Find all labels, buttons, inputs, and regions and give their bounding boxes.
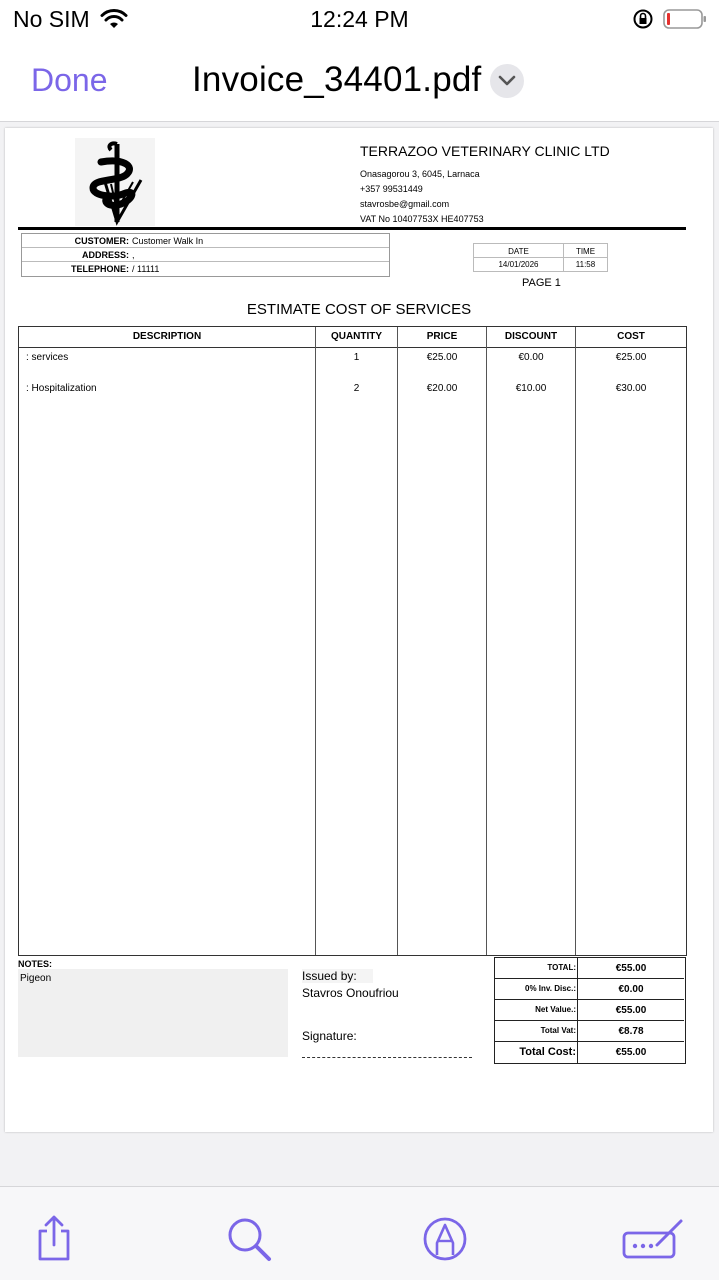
time-value: 11:58 xyxy=(575,260,596,269)
address-row xyxy=(22,248,389,262)
caduceus-icon xyxy=(83,140,147,226)
total-vat-value: €8.78 xyxy=(618,1026,644,1037)
clinic-address: Onasagorou 3, 6045, Larnaca xyxy=(360,169,480,179)
header-cost: COST xyxy=(617,331,645,342)
bottom-toolbar xyxy=(0,1186,719,1280)
date-time-box xyxy=(473,243,608,272)
customer-label: CUSTOMER: xyxy=(74,236,129,246)
document-title[interactable]: Invoice_34401.pdf xyxy=(192,60,482,99)
pdf-page[interactable] xyxy=(5,128,713,1132)
totals-table xyxy=(494,957,686,1064)
nav-bar xyxy=(0,40,719,122)
date-value: 14/01/2026 xyxy=(498,260,539,269)
totals-row xyxy=(495,979,684,1000)
totals-row xyxy=(495,1021,684,1042)
header-quantity: QUANTITY xyxy=(330,331,383,342)
net-value-label: Net Value.: xyxy=(535,1005,576,1014)
total-cost-value: €55.00 xyxy=(615,1047,647,1058)
done-button[interactable]: Done xyxy=(31,62,108,98)
discount-value: €0.00 xyxy=(618,984,644,995)
signature-label: Signature: xyxy=(302,1029,357,1043)
issued-by-name: Stavros Onoufriou xyxy=(302,986,399,1000)
row-cost: €25.00 xyxy=(615,352,647,363)
header-discount: DISCOUNT xyxy=(504,331,558,342)
row-quantity: 2 xyxy=(353,383,360,394)
totals-row xyxy=(495,1042,684,1063)
customer-value: Customer Walk In xyxy=(132,236,204,246)
notes-box xyxy=(18,969,288,1057)
time-label: TIME xyxy=(575,247,596,256)
status-time: 12:24 PM xyxy=(310,6,409,32)
telephone-value: / 11111 xyxy=(132,264,160,274)
share-icon[interactable] xyxy=(30,1215,78,1263)
clinic-vat: VAT No 10407753X HE407753 xyxy=(360,214,484,224)
total-vat-label: Total Vat: xyxy=(540,1026,576,1035)
battery-icon xyxy=(663,8,707,30)
telephone-label: TELEPHONE: xyxy=(70,264,129,274)
estimate-title: ESTIMATE COST OF SERVICES xyxy=(246,301,472,318)
discount-label: 0% Inv. Disc.: xyxy=(525,984,576,993)
veterinary-logo xyxy=(75,138,155,226)
total-value: €55.00 xyxy=(615,963,647,974)
signature-icon[interactable] xyxy=(621,1215,685,1263)
page-number: PAGE 1 xyxy=(522,277,561,289)
total-label: TOTAL: xyxy=(547,963,576,972)
rotation-lock-icon xyxy=(632,8,654,30)
services-table xyxy=(18,326,687,956)
address-label: ADDRESS: xyxy=(81,250,129,260)
header-divider xyxy=(18,227,686,230)
notes-value: Pigeon xyxy=(20,973,52,984)
row-discount: €10.00 xyxy=(515,383,547,394)
net-value-value: €55.00 xyxy=(615,1005,647,1016)
row-price: €25.00 xyxy=(426,352,458,363)
row-description: : Hospitalization xyxy=(26,383,97,394)
table-header xyxy=(19,327,686,348)
customer-row xyxy=(22,234,389,248)
row-cost: €30.00 xyxy=(615,383,647,394)
header-price: PRICE xyxy=(426,331,458,342)
chevron-down-icon xyxy=(498,74,516,88)
row-quantity: 1 xyxy=(353,352,360,363)
customer-info xyxy=(21,233,390,277)
notes-label: NOTES: xyxy=(18,959,53,969)
signature-line xyxy=(302,1057,472,1058)
date-label: DATE xyxy=(508,247,529,256)
carrier-label: No SIM xyxy=(13,6,90,32)
address-value: , xyxy=(132,250,135,260)
total-cost-label: Total Cost: xyxy=(519,1046,576,1058)
row-description: : services xyxy=(26,352,69,363)
row-price: €20.00 xyxy=(426,383,458,394)
header-description: DESCRIPTION xyxy=(132,331,202,342)
title-menu-button[interactable] xyxy=(490,64,524,98)
clinic-email: stavrosbe@gmail.com xyxy=(360,199,450,209)
status-bar xyxy=(0,0,719,40)
totals-row xyxy=(495,1000,684,1021)
row-discount: €0.00 xyxy=(518,352,544,363)
search-icon[interactable] xyxy=(225,1215,273,1263)
issued-by-label: Issued by: xyxy=(302,969,373,983)
clinic-phone: +357 99531449 xyxy=(360,184,423,194)
clinic-name: TERRAZOO VETERINARY CLINIC LTD xyxy=(360,143,610,159)
totals-row xyxy=(495,958,684,979)
markup-icon[interactable] xyxy=(421,1215,469,1263)
telephone-row xyxy=(22,262,389,276)
